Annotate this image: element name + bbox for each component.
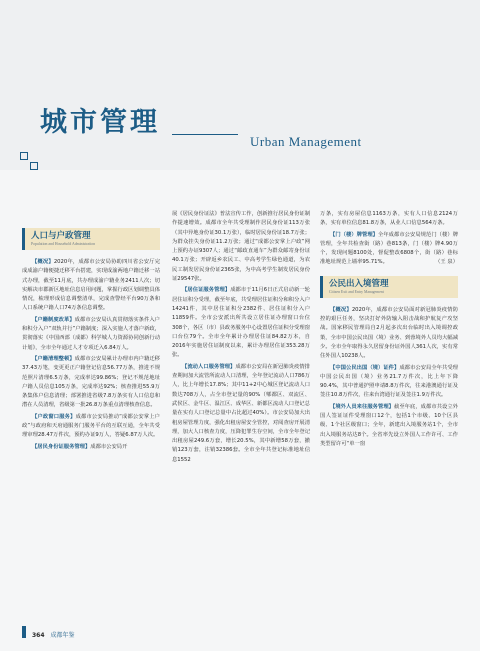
paragraph-tag: 【概况】 — [330, 306, 352, 313]
paragraph — [320, 210, 458, 229]
paragraph — [320, 306, 458, 362]
paragraph — [320, 231, 458, 268]
paragraph-tag: 【户政窗口服务】 — [32, 413, 76, 420]
header-band — [0, 0, 480, 170]
section-subtitle: Population and Household Administration — [31, 242, 96, 246]
paragraph-text: 成都市公安局在新冠肺炎疫情排查期间加大流管所流动人口清理，全年登记流动人口786万人，比上年增长17.8%；其中11+2中心城区登记流动人口数达708万人，占全市登记量的90%（郫都区、双流区、武侯区、金牛区、温江区、成华区、新都区流动人口登记总量在实有人口登记总量中占比超过40%）。市公安局加大出租房屋管理力度，强化出租房屋安全管控，对阅查房开展清理，加大人口核查力度，压降犯罪生存空间，全市全年登记出租房屋249.6万套，增长20.5%，其中新增58万套，撤销123万套，注销32386套。全市全年共登记标准地址信息1552 — [172, 363, 310, 463]
column-right — [320, 210, 458, 451]
paragraph-tag: 【中国公民出国（境）证件】 — [330, 364, 400, 371]
column-middle — [172, 210, 310, 467]
paragraph — [22, 258, 160, 314]
author-note: （王 泉） — [435, 259, 458, 266]
paragraph-tag: 【户籍清理整顿】 — [32, 355, 75, 362]
book-title: 成都年鉴 — [50, 632, 75, 639]
header-ornament — [20, 152, 28, 160]
paragraph-tag: 【户籍制度改革】 — [32, 316, 75, 323]
page-subtitle: Urban Management — [250, 134, 362, 149]
paragraph-text: 截至年底，成都市共设立外国人签证证件受理窗口12个，包括1个市级、10个区县级、1个社区级窗口；全年，新建出入境服务站1个，全市出入境服务站达8个。全省率先设立外国人工作许可、工作类型留许可“单一窗 — [320, 403, 458, 447]
paragraph — [172, 210, 310, 284]
header-ornament — [30, 162, 38, 170]
paragraph-text: 展《居民身份证法》普法宣传工作，创新推行居民身份证制作提速增效。成都市全年共受理制作居民身份证113万张（其中异地身份证30.1万张），临时居民身份证18.7万张；为群众挂失身份证11.2万张；通过“成都公安掌上户政”网上预约办证9307人；通过“邮政直通车”为群众邮寄身份证40.1万张；开辟返乡农民工、中高考学生绿色通道，为农民工制发居民身份证2365张，为中高考学生制发居民身份证29547张。 — [172, 211, 310, 283]
paragraph — [22, 355, 160, 411]
page-number: 364 — [32, 632, 45, 639]
paragraph-text: 成都市公安局认真贯彻落实条件入户和积分入户“双轨并行”户籍制度；深入实施人才落户新政，贯彻落实《中国西部（成都）科学城人力资源协同创新行动计划》，全市全年通过人才专项迁入6.84万人。 — [22, 316, 160, 351]
section-subtitle: Citizen Exit and Entry Management — [329, 289, 384, 294]
paragraph-text: 2020年，成都市公安局协助四川省公安厅完成成渝户籍便捷迁移平台搭建，实现成渝两地户籍迁移一站式办理，截至11月底，共办理成渝户籍业务2411人次；切实解决市郡新区地址信息启用问题，掌握行政区划调整具体情况，梳理形成信息调整清单，完成查警经平台90万条和人口系统户籍人口74万条信息调整。 — [22, 259, 160, 312]
paragraph-text: 成都市公安局开 — [90, 443, 128, 450]
paragraph-text: 2020年，成都市公安局面对新冠肺炎疫情防控的艰巨任务，坚决打好外防输入阻击战和护航复产攻坚战。国家移民管理局自2月起多次出台临时出入境调控政策，全市中国公民出国（境）业务、到蓉境外人员均大幅减少。全市全年取得永久居留身份证外国人361人次，实有常住外国人10238人。 — [320, 306, 458, 360]
paragraph — [22, 316, 160, 353]
paragraph — [320, 364, 458, 401]
paragraph — [22, 443, 160, 452]
paragraph-text: 成都市公安局推动“成都公安掌上户政”与政府和天府通服务门服务平台的互联互通，全年共受理审理28.47万件次，预约办证9万人，答疑6.87万人次。 — [22, 413, 160, 439]
paragraph — [172, 363, 310, 465]
paragraph-text: 成都市公安局全年共受理中国公民出国（境）业务21.7万件次，比上年下降90.4%，其中普通护照申请8.8万件次，往来港澳通行证及签注10.8万件次，往来台湾通行证及签注1.9万件次。 — [320, 364, 458, 399]
title-divider — [172, 134, 238, 135]
paragraph — [172, 286, 310, 360]
paragraph-text: 成都市公安局累计办理市内户籍迁移37.43万笔，变更更正户籍登记信息56.77万条，推进不规范照片清理6.5万条，完成率达99.86%；登记不规范地址户籍人员信息105万条，完成率达92%；核查推进55.9万条集体户信息清理；部署推进省级7.8万条实有人口信息和潜在人员清理，省级第一批26.8万条重点清理核查信息。 — [22, 355, 160, 409]
paragraph-tag: 【流动人口服务管理】 — [182, 363, 236, 370]
paragraph-tag: 【居民身份证服务管理】 — [32, 443, 91, 450]
paragraph-text: 万条，实有房屋信息1163万条，实有人口信息2124万条，实有单位信息81.8万条，从业人口信息564万条。 — [320, 211, 458, 227]
paragraph — [22, 413, 160, 441]
paragraph-text: 全年成都市公安局规范门（楼）牌管理，全年共检查街（路）巷813条，门（楼）牌4.90万个，发现问题8100处，督促整改6808个，街（路）巷标准地址规范上墙率95.71%。 — [320, 231, 458, 266]
section-title: 公民出入境管理 — [329, 278, 389, 289]
column-left — [22, 206, 160, 454]
footer-mark — [22, 626, 26, 638]
page-footer — [32, 630, 75, 639]
paragraph-text: 成都市于11月6日正式启动新一轮居住证积分受理，截至年底，共受理居住证积分和积分入户14241件，其中居住证积分2382件、居住证积分入户11859件。全市公安派出所共设立居住证办理窗口台位308个，各区（市）县政务服务中心设置居住证积分受理窗口台位79个。全市全年累计办理居住证84.82万本，自2016年实施居住证制度以来，累计办理居住证353.28万张。 — [172, 287, 310, 359]
section-title: 人口与户政管理 — [31, 231, 91, 241]
page-title: 城市管理 — [40, 107, 160, 138]
section-heading — [22, 228, 160, 250]
paragraph-tag: 【门（楼）牌管理】 — [330, 231, 379, 238]
paragraph — [320, 403, 458, 449]
paragraph-tag: 【境外人员来往服务管理】 — [330, 403, 395, 410]
section-heading — [320, 276, 458, 298]
paragraph-tag: 【概况】 — [32, 259, 54, 265]
paragraph-tag: 【居住证服务管理】 — [182, 287, 231, 294]
